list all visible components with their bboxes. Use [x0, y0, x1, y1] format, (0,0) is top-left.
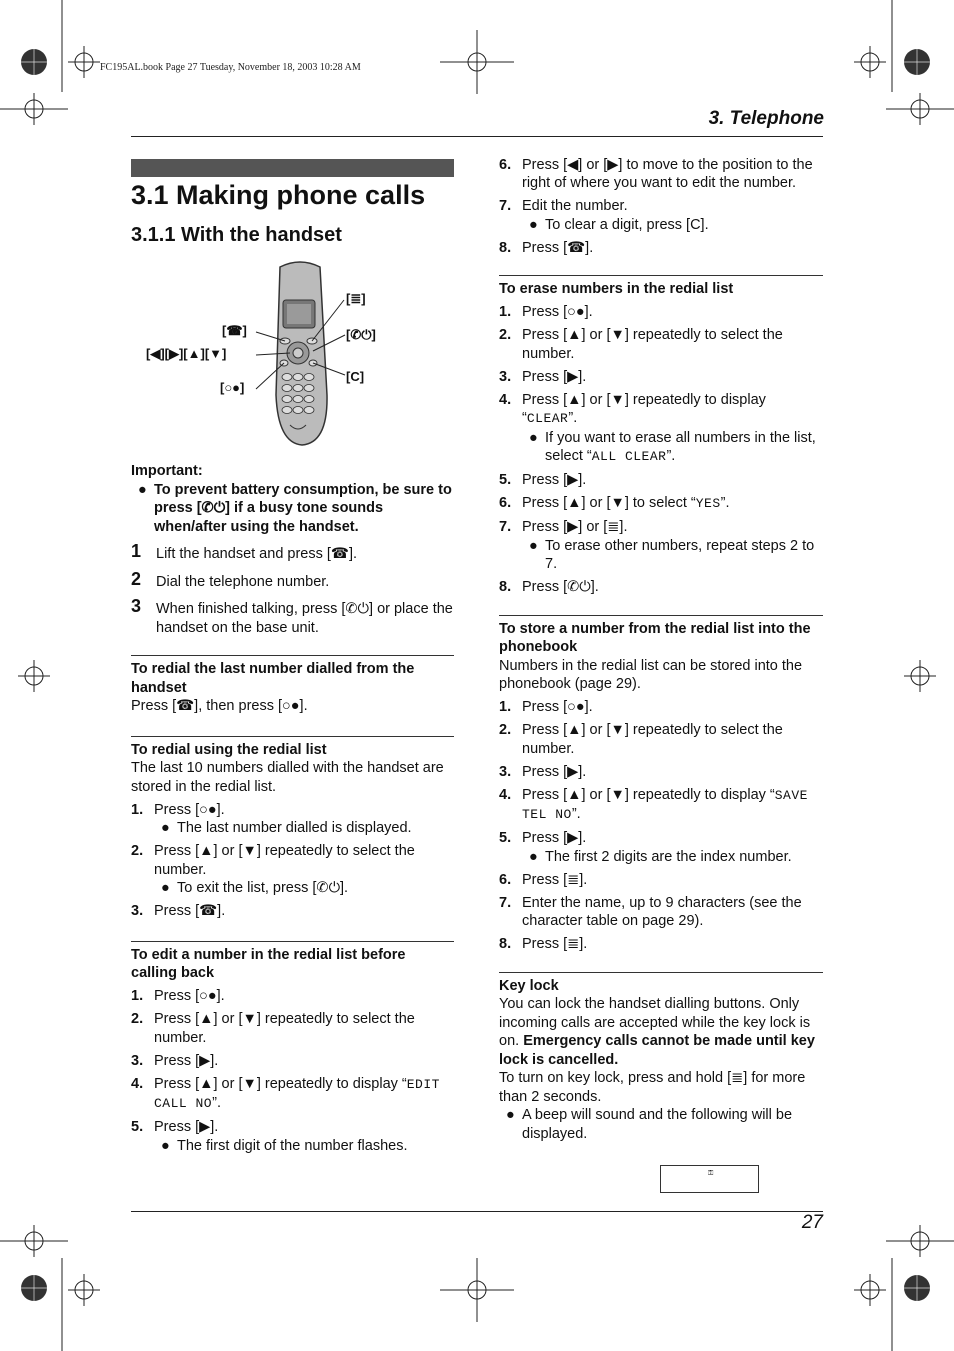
redial-list-section — [131, 736, 454, 921]
edit-number-section — [131, 941, 454, 1156]
step-item: 2. Press [▲] or [▼] repeatedly to select the number. — [131, 1011, 415, 1046]
footer-rule — [131, 1211, 823, 1212]
section-heading: To erase numbers in the redial list — [499, 275, 823, 299]
step-item: 1. Press [○●]. ● The last number dialled is displayed. — [131, 801, 454, 838]
section-heading: To redial using the redial list — [131, 736, 454, 760]
section-heading: To store a number from the redial list into the phonebook — [499, 615, 823, 657]
lcd-text: CLEAR — [526, 411, 569, 426]
keylock-section — [499, 972, 823, 1144]
step-item: 2. Press [▲] or [▼] repeatedly to select the number. — [499, 722, 783, 757]
step-item: 7. Edit the number. ● To clear a digit, press [C]. — [499, 197, 823, 234]
step-note: ● The last number dialled is displayed. — [161, 820, 412, 836]
step-list — [131, 801, 454, 921]
step-item: 5. Press [▶]. — [499, 472, 587, 488]
title-bar — [131, 159, 454, 177]
keylock-display — [660, 1165, 759, 1193]
section-heading: To redial the last number dialled from the handset — [131, 655, 454, 697]
step-item: 8. Press [☎]. — [499, 239, 594, 256]
section-heading: To edit a number in the redial list before calling back — [131, 941, 454, 983]
figure-label-talk: [☎] — [222, 323, 247, 338]
important-label: Important: — [131, 463, 203, 479]
bullet-icon: ● — [138, 481, 147, 498]
step-item: 3. Press [☎]. — [131, 903, 226, 919]
step-item: 6. Press [◀] or [▶] to move to the position to the right of where you want to edit the number. — [499, 156, 813, 191]
bullet-icon: ● — [529, 216, 538, 233]
step-item: 6. Press [≣]. — [499, 871, 588, 888]
section-text: To turn on key lock, press and hold [≣] for more than 2 seconds. — [499, 1070, 806, 1105]
bullet-icon: ● — [161, 880, 170, 896]
left-column — [131, 462, 454, 1155]
step-note: ● The first 2 digits are the index number. — [529, 848, 792, 865]
step-item: 4. Press [▲] or [▼] repeatedly to display “CLEAR”. ● If you want to erase all numbers in the list, select “ALL CLEAR”. — [499, 391, 823, 467]
step-note: ● To clear a digit, press [C]. — [529, 216, 709, 233]
page-number: 27 — [801, 1212, 823, 1233]
page-title: 3.1 Making phone calls — [131, 180, 426, 210]
section-header: 3. Telephone — [708, 108, 824, 129]
step-item: 8. Press [≣]. — [499, 936, 588, 952]
lcd-text: SAVE TEL NO — [522, 787, 808, 822]
section-heading: Key lock — [499, 972, 823, 996]
handset-figure — [140, 255, 460, 455]
figure-label-nav: [◀][▶][▲][▼] — [146, 346, 227, 361]
redial-last-section — [131, 655, 454, 716]
step-item: 8. Press [✆⏻]. — [499, 579, 599, 595]
lcd-text: EDIT CALL NO — [154, 1076, 440, 1111]
step-item: 4. Press [▲] or [▼] repeatedly to display “SAVE TEL NO”. — [499, 786, 808, 822]
step-item: 1. Press [○●]. — [499, 699, 593, 715]
step-item: 7. Press [▶] or [≣]. ● To erase other numbers, repeat steps 2 to 7. — [499, 518, 823, 574]
step-list — [499, 303, 823, 597]
step-item: 3. Press [▶]. — [499, 763, 587, 780]
right-column — [499, 151, 823, 1143]
figure-label-menu: [≣] — [346, 291, 366, 306]
step-item: 2. Press [▲] or [▼] repeatedly to select the number. ● To exit the list, press [✆⏻]. — [131, 842, 454, 898]
bullet-icon: ● — [529, 429, 538, 446]
keylock-icon: ⚿ — [708, 1170, 714, 1178]
figure-label-redial: [○●] — [220, 380, 245, 395]
main-step: 1 Lift the handset and press [☎]. — [131, 541, 358, 562]
lcd-text: YES — [695, 496, 721, 511]
page-subtitle: 3.1.1 With the handset — [131, 224, 342, 246]
section-intro: Numbers in the redial list can be stored into the phonebook (page 29). — [499, 657, 803, 692]
figure-label-c: [C] — [346, 369, 365, 384]
section-text: Press [☎], then press [○●]. — [131, 698, 308, 714]
figure-label-off: [✆⏻] — [346, 327, 376, 342]
bullet-icon: ● — [529, 537, 538, 554]
step-item: 5. Press [▶]. ● The first digit of the number flashes. — [131, 1118, 454, 1155]
bullet-icon: ● — [506, 1107, 515, 1123]
erase-section — [499, 275, 823, 597]
important-note: ● To prevent battery consumption, be sure to press [✆⏻] if a busy tone sounds when/after using the handset. — [138, 481, 452, 535]
step-item: 7. Enter the name, up to 9 characters (see the character table on page 29). — [499, 894, 802, 929]
main-step: 2 Dial the telephone number. — [131, 568, 330, 590]
bullet-icon: ● — [161, 820, 170, 836]
step-note: ● If you want to erase all numbers in the list, select “ALL CLEAR”. — [529, 429, 816, 464]
bullet-icon: ● — [161, 1137, 170, 1154]
main-steps — [131, 541, 454, 637]
step-list — [131, 987, 454, 1155]
step-item: 1. Press [○●]. — [499, 304, 593, 320]
step-note: ● The first digit of the number flashes. — [161, 1137, 408, 1154]
main-step: 3 When finished talking, press [✆⏻] or place the handset on the base unit. — [131, 596, 453, 636]
edit-continued-steps — [499, 156, 823, 258]
step-item: 3. Press [▶]. — [499, 368, 587, 385]
section-intro: You can lock the handset dialling buttons. Only incoming calls are accepted while the key lock is on. Emergency calls cannot be made until key lock is cancelled. — [499, 996, 815, 1068]
step-list — [499, 698, 823, 954]
step-item: 6. Press [▲] or [▼] to select “YES”. — [499, 495, 730, 511]
step-item: 5. Press [▶]. ● The first 2 digits are the index number. — [499, 829, 823, 866]
step-item: 1. Press [○●]. — [131, 988, 225, 1004]
step-item: 4. Press [▲] or [▼] repeatedly to display “EDIT CALL NO”. — [131, 1075, 440, 1111]
bullet-icon: ● — [529, 848, 538, 865]
step-note: ● To exit the list, press [✆⏻]. — [161, 880, 349, 896]
step-item: 2. Press [▲] or [▼] repeatedly to select the number. — [499, 327, 783, 362]
step-note: ● A beep will sound and the following will be displayed. — [506, 1107, 793, 1142]
step-item: 3. Press [▶]. — [131, 1052, 219, 1069]
section-intro: The last 10 numbers dialled with the handset are stored in the redial list. — [131, 760, 444, 795]
header-rule — [131, 136, 823, 137]
print-info: FC195AL.book Page 27 Tuesday, November 18, 2003 10:28 AM — [100, 62, 361, 73]
lcd-text: ALL CLEAR — [591, 449, 667, 464]
step-note: ● To erase other numbers, repeat steps 2 to 7. — [529, 537, 815, 572]
store-section — [499, 615, 823, 954]
